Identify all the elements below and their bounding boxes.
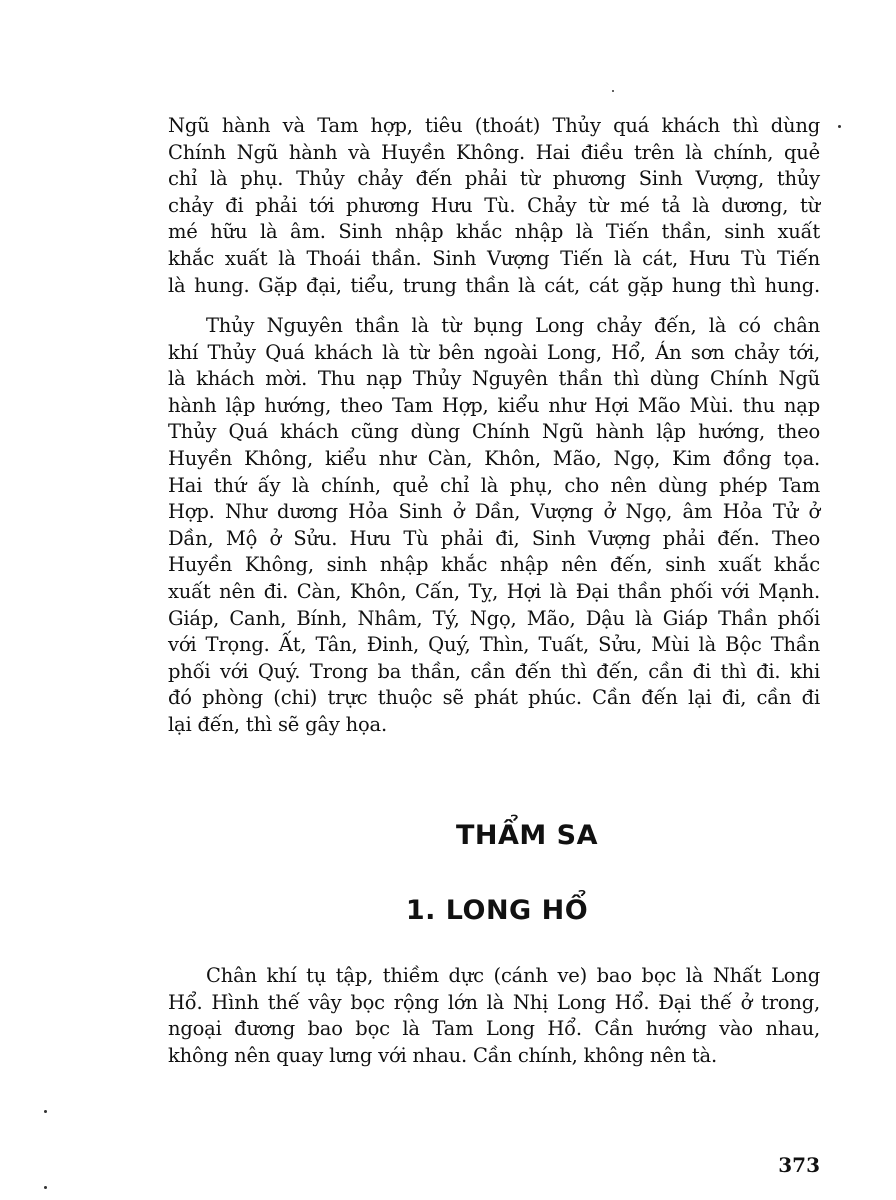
- scan-speck: [838, 125, 841, 128]
- text-line: mé hữu là âm. Sinh nhập khắc nhập là Tiến thần, sinh xuất: [168, 220, 820, 244]
- text-line: Thủy Nguyên thần là từ bụng Long chảy đến, là có chân: [206, 314, 820, 337]
- text-line: khắc xuất là Thoái thần. Sinh Vượng Tiến là cát, Hưu Tù Tiến: [168, 246, 820, 270]
- text-line: Chân khí tụ tập, thiềm dực (cánh ve) bao bọc là Nhất Long: [206, 964, 820, 987]
- text-line: chảy đi phải tới phương Hưu Tù. Chảy từ mé tả là dương, từ: [168, 193, 820, 217]
- text-line: là hung. Gặp đại, tiểu, trung thần là cát, cát gặp hung thì hung.: [168, 273, 820, 297]
- text-line: Hợp. Như dương Hỏa Sinh ở Dần, Vượng ở Ngọ, âm Hỏa Tử ở: [168, 500, 820, 524]
- text-line: không nên quay lưng với nhau. Cần chính, không nên tà.: [168, 1043, 717, 1067]
- text-line: Huyền Không, sinh nhập khắc nhập nên đến, sinh xuất khắc: [168, 553, 820, 577]
- text-line: Thủy Quá khách cũng dùng Chính Ngũ hành lập hướng, theo: [168, 420, 820, 444]
- text-line: ngoại đương bao bọc là Tam Long Hổ. Cần hướng vào nhau,: [168, 1017, 820, 1041]
- text-line: chỉ là phụ. Thủy chảy đến phải từ phương Sinh Vượng, thủy: [168, 167, 820, 191]
- body-paragraph-2: [168, 313, 820, 739]
- scan-speck: [44, 1186, 47, 1189]
- subsection-heading: 1. LONG HỔ: [405, 895, 589, 926]
- text-line: lại đến, thì sẽ gây họa.: [168, 712, 387, 736]
- text-line: Huyền Không, kiểu như Càn, Khôn, Mão, Ngọ, Kim đồng tọa.: [168, 446, 820, 470]
- text-line: là khách mời. Thu nạp Thủy Nguyên thần thì dùng Chính Ngũ: [168, 367, 820, 391]
- text-line: khí Thủy Quá khách là từ bên ngoài Long, Hổ, Án sơn chảy tới,: [168, 340, 820, 364]
- text-line: Hổ. Hình thế vây bọc rộng lớn là Nhị Long Hổ. Đại thế ở trong,: [168, 990, 820, 1014]
- page-number: 373: [778, 1153, 820, 1177]
- text-line: đó phòng (chi) trực thuộc sẽ phát phúc. Cần đến lại đi, cần đi: [168, 686, 820, 710]
- body-paragraph-1: [168, 113, 820, 299]
- section-heading: THẨM SA: [455, 820, 599, 851]
- text-line: Dần, Mộ ở Sửu. Hưu Tù phải đi, Sinh Vượng phải đến. Theo: [168, 526, 820, 550]
- body-paragraph-3: [168, 963, 820, 1069]
- scan-speck: [612, 90, 614, 92]
- text-line: Hai thứ ấy là chính, quẻ chỉ là phụ, cho nên dùng phép Tam: [168, 473, 820, 497]
- text-line: Giáp, Canh, Bính, Nhâm, Tý, Ngọ, Mão, Dậu là Giáp Thần phối: [168, 606, 820, 630]
- text-line: Chính Ngũ hành và Huyền Không. Hai điều trên là chính, quẻ: [168, 140, 820, 164]
- scan-speck: [44, 1110, 47, 1113]
- text-line: xuất nên đi. Càn, Khôn, Cấn, Tỵ, Hợi là Đại thần phối với Mạnh.: [168, 579, 820, 603]
- text-line: với Trọng. Ất, Tân, Đinh, Quý, Thìn, Tuất, Sửu, Mùi là Bộc Thần: [168, 633, 820, 657]
- text-line: hành lập hướng, theo Tam Hợp, kiểu như Hợi Mão Mùi. thu nạp: [168, 393, 820, 417]
- text-line: Ngũ hành và Tam hợp, tiêu (thoát) Thủy quá khách thì dùng: [168, 114, 820, 137]
- text-line: phối với Quý. Trong ba thần, cần đến thì đến, cần đi thì đi. khi: [168, 659, 820, 683]
